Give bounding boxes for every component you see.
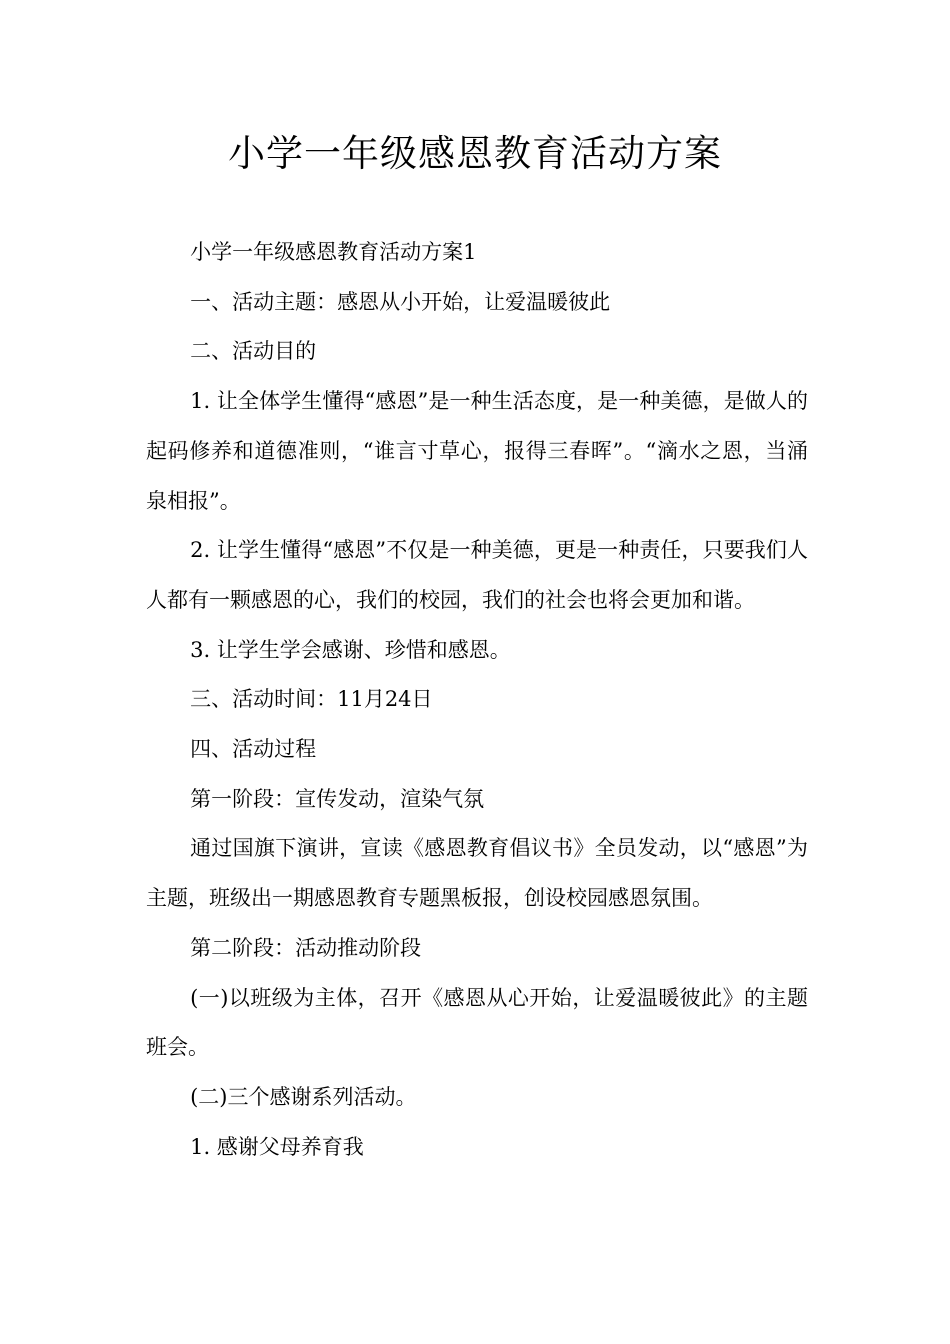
paragraph-purpose-3: 3. 让学生学会感谢、珍惜和感恩。	[190, 637, 511, 662]
paragraph-stage-1: 第一阶段：宣传发动，渲染气氛	[190, 786, 485, 811]
paragraph-thanks-parents: 1. 感谢父母养育我	[190, 1134, 364, 1159]
paragraph-time: 三、活动时间：11月24日	[190, 687, 433, 712]
paragraph-heading: 小学一年级感恩教育活动方案1	[190, 240, 477, 264]
paragraph-purpose-heading: 二、活动目的	[190, 339, 317, 364]
paragraph-purpose-2: 2. 让学生懂得“感恩”不仅是一种美德，更是一种责任，只要我们人人都有一颗感恩的心，我们的校园，我们的社会也将会更加和谐。	[146, 538, 808, 612]
paragraph-stage-2-item-1: (一)以班级为主体，召开《感恩从心开始，让爱温暖彼此》的主题班会。	[146, 985, 808, 1060]
paragraph-theme: 一、活动主题：感恩从小开始，让爱温暖彼此	[190, 289, 611, 314]
paragraph-stage-2-item-2: (二)三个感谢系列活动。	[190, 1084, 417, 1109]
paragraph-stage-2: 第二阶段：活动推动阶段	[190, 935, 422, 960]
paragraph-stage-1-detail: 通过国旗下演讲，宣读《感恩教育倡议书》全员发动，以“感恩”为主题，班级出一期感恩教育专题黑板报，创设校园感恩氛围。	[146, 836, 808, 911]
document-title: 小学一年级感恩教育活动方案	[228, 132, 722, 175]
paragraph-process-heading: 四、活动过程	[190, 737, 317, 762]
paragraph-purpose-1: 1. 让全体学生懂得“感恩”是一种生活态度，是一种美德，是做人的起码修养和道德准则，“谁言寸草心，报得三春晖”。“滴水之恩，当涌泉相报”。	[146, 389, 808, 513]
document-body	[146, 228, 808, 1172]
